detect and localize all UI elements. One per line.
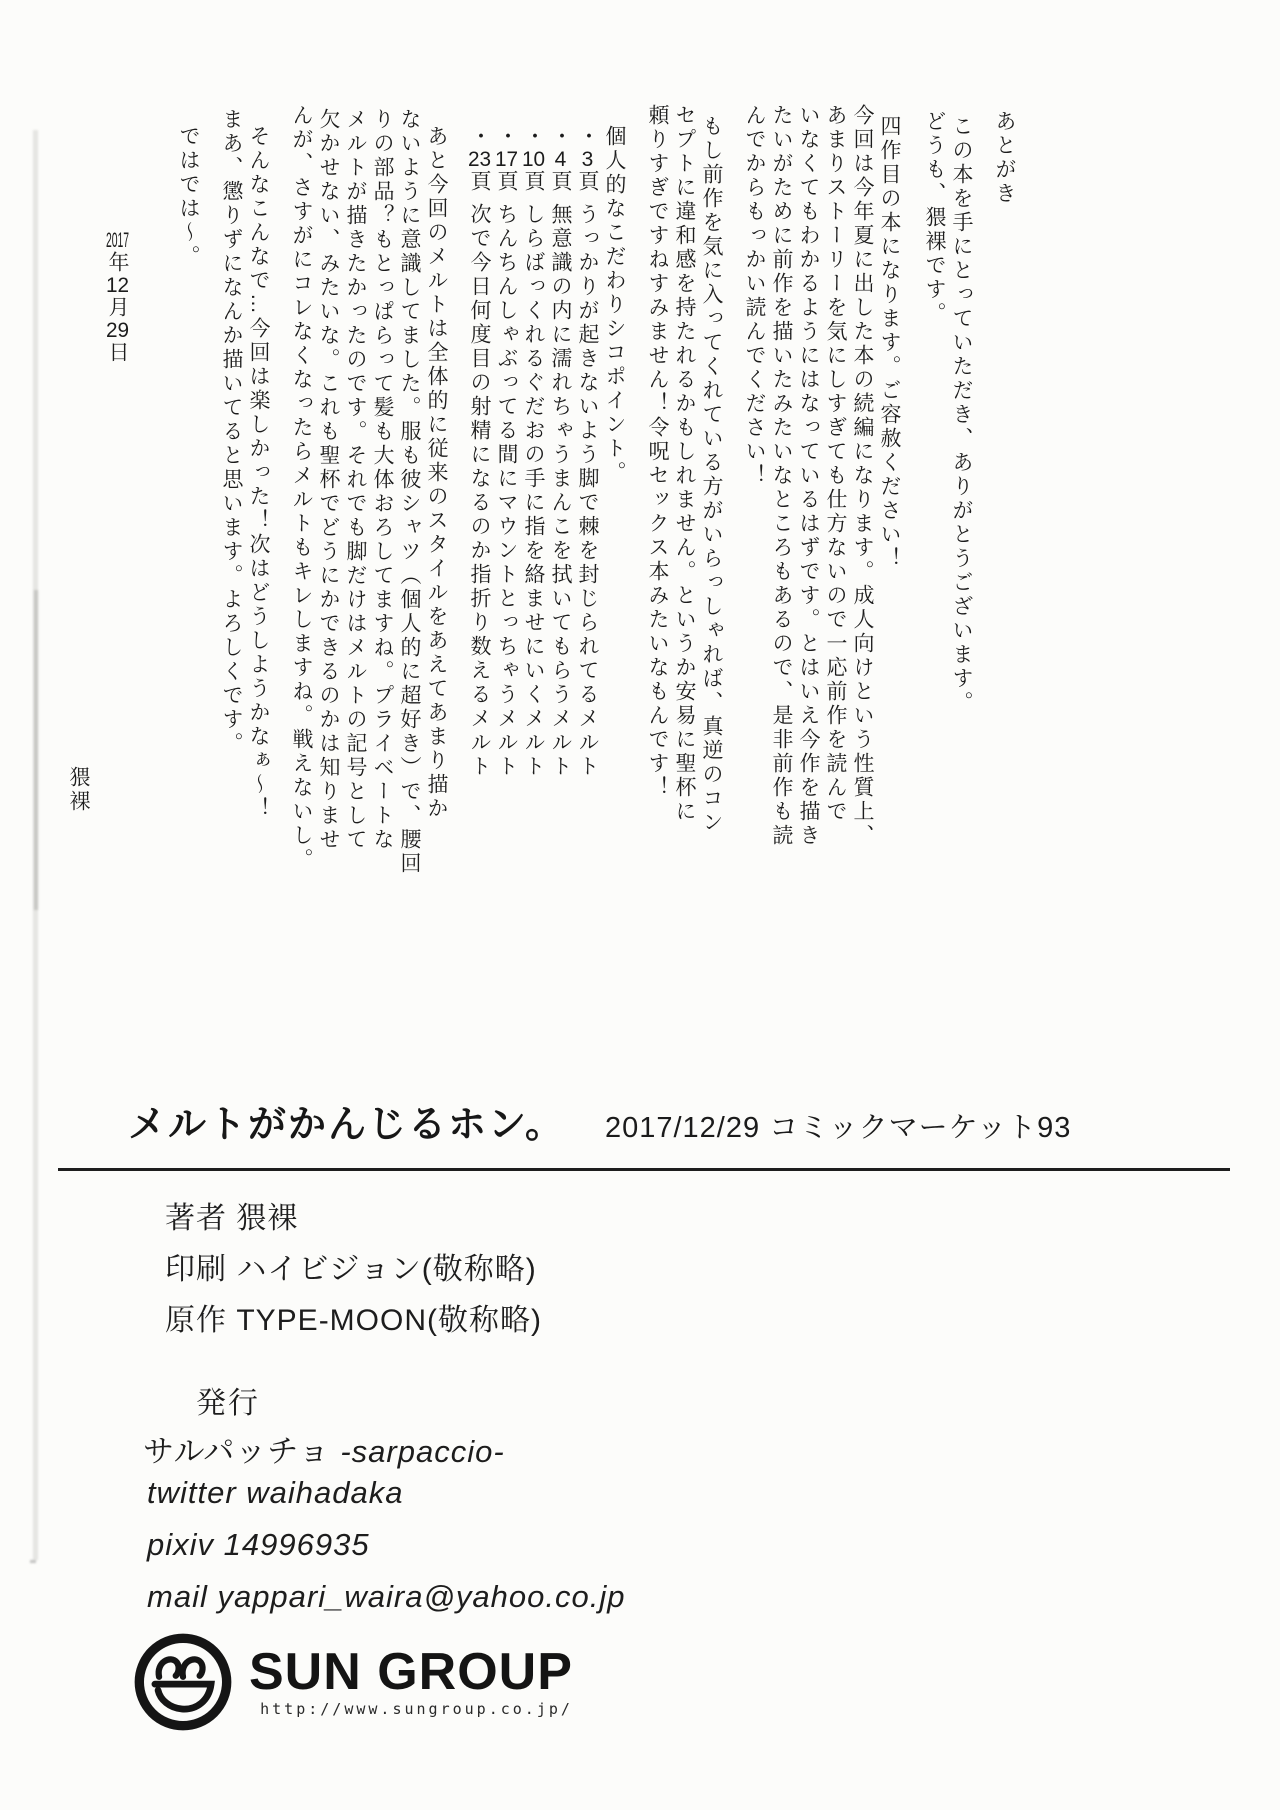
afterword-line: 2017年12月29日 xyxy=(105,230,130,365)
credits-list xyxy=(165,1198,542,1351)
afterword-line: ・4頁 無意識の内に濡れちゃうまんこを拭いてもらうメルト xyxy=(549,125,572,779)
sun-group-url: http://www.sungroup.co.jp/ xyxy=(260,1700,573,1718)
afterword-line: ・10頁 しらばっくれるぐだおの手に指を絡ませにいくメルト xyxy=(521,125,546,779)
publisher-heading: 発行 xyxy=(196,1387,260,1420)
afterword-line: あと今回のメルトは全体的に従来のスタイルをあえてあまり描か xyxy=(425,125,448,821)
afterword-line: どうも、猥裸です。 xyxy=(923,110,946,327)
afterword-paragraph xyxy=(644,104,725,904)
afterword-paragraph xyxy=(466,104,628,904)
scan-artifact xyxy=(30,1560,36,1563)
afterword-paragraph xyxy=(104,104,131,904)
afterword-line: ・3頁 うっかりが起きないよう脚で棘を封じられてるメルト xyxy=(576,125,599,779)
afterword-line: そんなこんなで…今回は楽しかった！次はどうしようかなぁ～！ xyxy=(247,125,270,821)
afterword-line: 頼りすぎですねすみません！令呪セックス本みたいなもんです！ xyxy=(646,104,669,800)
sun-group-logo-text: SUN GROUP xyxy=(249,1643,573,1701)
afterword-line: ないように意識してました。服も彼シャツ（個人的に超好き）で、腰回 xyxy=(398,108,421,877)
afterword-paragraph xyxy=(175,104,202,904)
afterword-line: まあ、懲りずになんか描いてると思います。よろしくです。 xyxy=(220,108,243,757)
afterword-line: 四作目の本になります。ご容赦ください！ xyxy=(878,114,901,571)
afterword-line: 個人的なこだわりシコポイント。 xyxy=(603,125,626,485)
publisher-name xyxy=(143,1426,505,1471)
afterword-line: もし前作を気に入ってくれている方がいらっしゃれば、真逆のコン xyxy=(700,114,723,835)
afterword-paragraph xyxy=(991,104,1018,904)
afterword-line: いなくてもわかるようにはなっているはずです。とはいえ今作を描き xyxy=(797,104,820,848)
afterword-line: セプトに違和感を持たれるかもしれません。というか安易に聖杯に xyxy=(673,104,696,824)
credit-line: 印刷 ハイビジョン(敬称略) xyxy=(165,1253,537,1286)
book-title: メルトがかんじるホン。 xyxy=(128,1104,565,1146)
afterword-line: 猥裸 xyxy=(67,765,90,814)
afterword-line: ・17頁 ちんちんしゃぶってる間にマウントとっちゃうメルト xyxy=(494,125,519,779)
afterword-line: あまりストーリーを気にしすぎても仕方ないので一応前作を読んで xyxy=(824,104,847,824)
afterword-line: 欠かせない、みたいな。これも聖杯でどうにかできるのかは知りませ xyxy=(317,108,340,853)
afterword-text xyxy=(65,104,1018,904)
publisher-name-jp: サルパッチョ xyxy=(143,1434,331,1469)
afterword-paragraph xyxy=(218,104,272,904)
afterword-paragraph xyxy=(65,104,92,904)
event-info: 2017/12/29 コミックマーケット93 xyxy=(604,1112,1072,1144)
contact-list xyxy=(147,1472,625,1628)
afterword-line: ではでは～。 xyxy=(177,125,200,269)
afterword-paragraph xyxy=(741,104,903,904)
afterword-line: たいがために前作を描いたみたいなところもあるので、是非前作も読 xyxy=(770,104,793,848)
sun-group-logo-mark xyxy=(131,1630,235,1734)
afterword-line: この本を手にとっていただき、ありがとうございます。 xyxy=(950,114,973,715)
colophon-titlebar xyxy=(128,1093,1072,1148)
afterword-line: んでからもっかい読んでください！ xyxy=(743,104,766,488)
credit-line: 原作 TYPE-MOON(敬称略) xyxy=(165,1304,542,1337)
afterword-line: りの部品？もとっぱらって髪も大体おろしてますね。プライベートな xyxy=(371,108,394,853)
contact-line: twitter waihadaka xyxy=(147,1475,404,1510)
afterword-paragraph xyxy=(921,104,975,904)
afterword-line: ・23頁 次で今日何度目の射精になるのか指折り数えるメルト xyxy=(467,125,492,779)
sun-group-logo xyxy=(131,1630,573,1734)
credit-line: 著者 猥裸 xyxy=(165,1202,299,1235)
sun-group-logo-right xyxy=(249,1643,573,1718)
afterword-paragraph xyxy=(288,104,450,904)
scan-artifact xyxy=(34,590,38,910)
afterword-line: 今回は今年夏に出した本の続編になります。成人向けという性質上、 xyxy=(851,104,874,848)
contact-line: mail yappari_waira@yahoo.co.jp xyxy=(147,1579,626,1614)
afterword-line: あとがき xyxy=(993,110,1016,207)
contact-line: pixiv 14996935 xyxy=(147,1527,370,1562)
afterword-line: んが、さすがにコレなくなったらメルトもキレしますね。戦えないし。 xyxy=(290,104,313,872)
publisher-name-latin: -sarpaccio- xyxy=(340,1434,505,1469)
afterword-line: メルトが描きたかったのです。それでも脚だけはメルトの記号として xyxy=(344,108,367,853)
divider-rule xyxy=(58,1168,1230,1171)
